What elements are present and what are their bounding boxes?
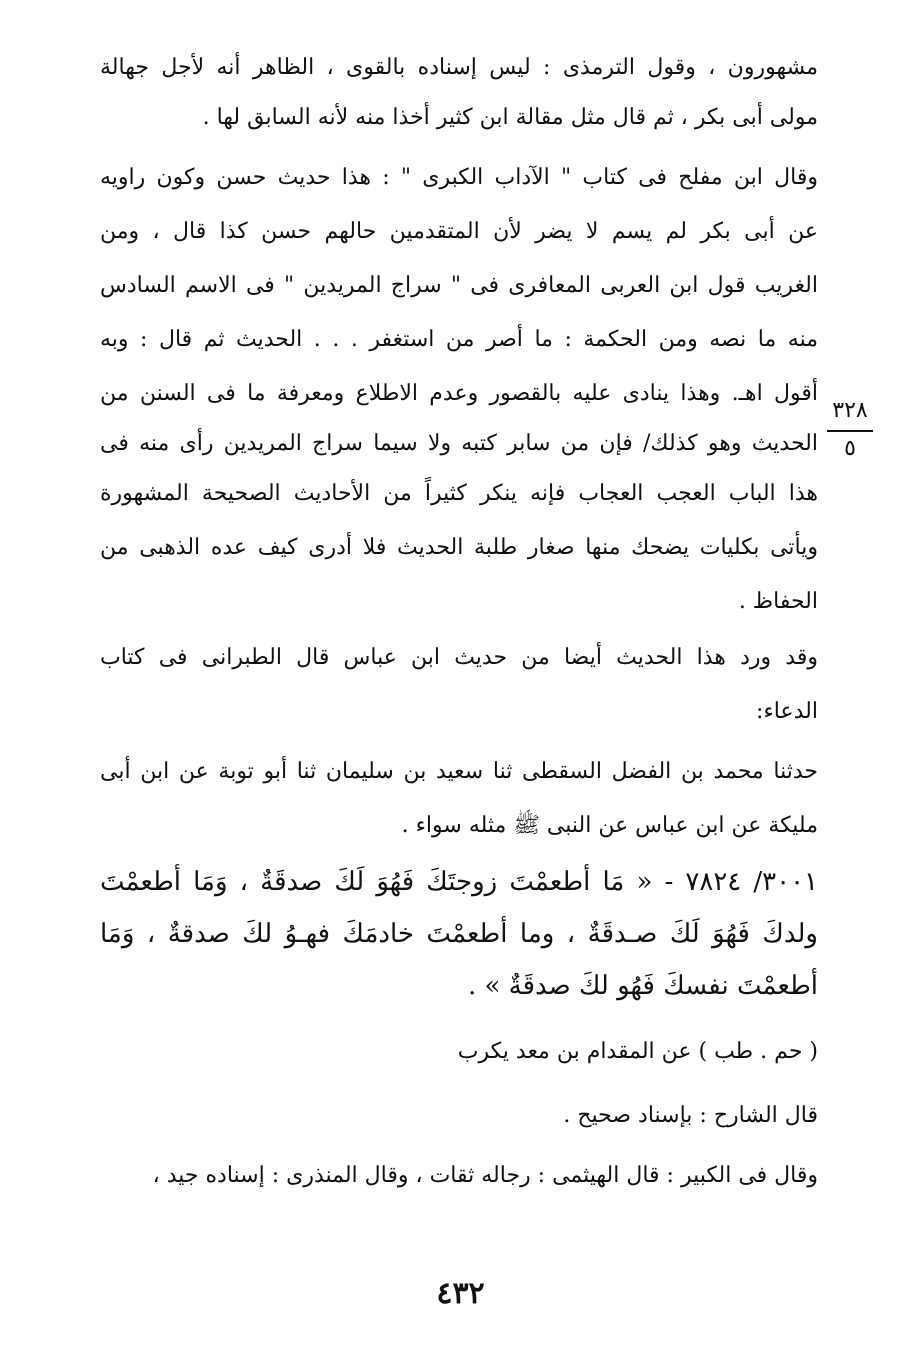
text-line-12: وقد ورد هذا الحديث أيضا من حديث ابن عباس قال الطبرانى فى كتاب <box>100 645 818 670</box>
text-line-11: الحفاظ . <box>738 589 818 614</box>
hadith-line-3: أطعمْتَ نفسكَ فَهُو لكَ صدقَةٌ » . <box>467 971 818 1001</box>
text-line-14: حدثنا محمد بن الفضل السقطى ثنا سعيد بن سليمان ثنا أبو توبة عن ابن أبى <box>100 759 818 784</box>
text-line-5: الغريب قول ابن العربى المعافرى فى " سراج المريدين " فى الاسم السادس <box>100 273 818 298</box>
text-line-7: أقول اهـ. وهذا ينادى عليه بالقصور وعدم الاطلاع ومعرفة ما فى السنن من <box>100 381 818 406</box>
text-line-15: مليكة عن ابن عباس عن النبى ﷺ مثله سواء . <box>401 813 818 838</box>
text-line-13: الدعاء: <box>756 699 818 724</box>
text-line-10: ويأتى بكليات يضحك منها صغار طلبة الحديث فلا أدرى كيف عده الذهبى من <box>100 535 818 560</box>
text-line-2: مولى أبى بكر ، ثم قال مثل مقالة ابن كثير أخذا منه لأنه السابق لها . <box>202 105 818 130</box>
margin-reference-top: ٣٢٨ <box>832 398 868 423</box>
margin-reference <box>826 396 874 464</box>
margin-reference-rule <box>827 430 873 432</box>
commentary-line-1: قال الشارح : بإسناد صحيح . <box>563 1103 818 1128</box>
page-number: ٤٣٢ <box>436 1276 485 1311</box>
text-line-4: عن أبى بكر لم يسم لا يضر لأن المتقدمين حالهم حسن كذا قال ، ومن <box>100 219 818 244</box>
commentary-line-2: وقال فى الكبير : قال الهيثمى : رجاله ثقات ، وقال المنذرى : إسناده جيد ، <box>152 1163 818 1188</box>
text-line-3: وقال ابن مفلح فى كتاب " الآداب الكبرى " : هذا حديث حسن وكون راويه <box>100 165 818 190</box>
text-line-9: هذا الباب العجب العجاب فإنه ينكر كثيراً من الأحاديث الصحيحة المشهورة <box>100 481 818 506</box>
source-line: ( حم . طب ) عن المقدام بن معد يكرب <box>457 1039 818 1064</box>
text-line-6: منه ما نصه ومن الحكمة : ما أصر من استغفر . . . الحديث ثم قال : وبه <box>100 327 818 352</box>
margin-reference-bottom: ٥ <box>844 436 856 461</box>
text-line-8: الحديث وهو كذلك/ فإن من سابر كتبه ولا سيما سراج المريدين رأى منه فى <box>100 431 818 456</box>
hadith-line-2: ولدكَ فَهُوَ لَكَ صـدقَةٌ ، وما أطعمْتَ خادمَكَ فهـوُ لكَ صدقةٌ ، وَمَا <box>100 919 818 949</box>
text-line-1: مشهورون ، وقول الترمذى : ليس إسناده بالقوى ، الظاهر أنه لأجل جهالة <box>100 55 818 80</box>
hadith-line-1: ٣٠٠١/ ٧٨٢٤ - « مَا أطعمْتَ زوجتَكَ فَهُوَ لَكَ صدقَةٌ ، وَمَا أطعمْتَ <box>100 867 818 897</box>
